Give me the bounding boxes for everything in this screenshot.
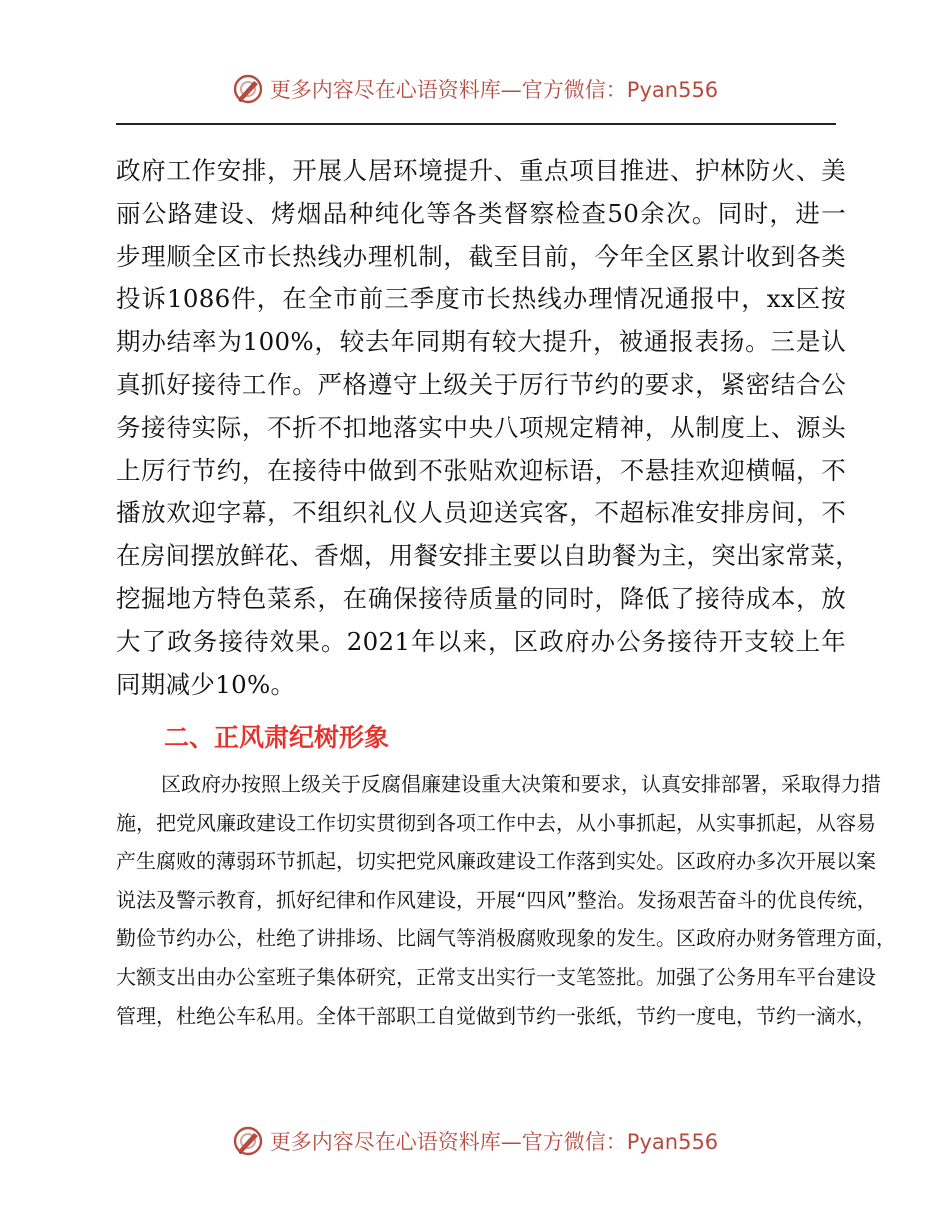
text-line: 上厉行节约，在接待中做到不张贴欢迎标语，不悬挂欢迎横幅，不	[116, 455, 846, 485]
text-line: 区政府办按照上级关于反腐倡廉建设重大决策和要求，认真安排部署，采取得力措	[161, 772, 881, 796]
text-line: 大额支出由办公室班子集体研究，正常支出实行一支笔签批。加强了公务用车平台建设	[116, 964, 876, 989]
footer-watermark	[0, 1125, 950, 1157]
text-line: 大了政务接待效果。2021年以来，区政府办公务接待开支较上年	[116, 626, 846, 656]
pen-logo-icon	[232, 1125, 264, 1157]
text-line: 说法及警示教育，抓好纪律和作风建设，开展“四风”整治。发扬艰苦奋斗的优良传统，	[116, 887, 877, 912]
text-line: 挖掘地方特色菜系，在确保接待质量的同时，降低了接待成本，放	[116, 583, 846, 613]
text-line: 勤俭节约办公，杜绝了讲排场、比阔气等消极腐败现象的发生。区政府办财务管理方面，	[116, 926, 896, 951]
text-line: 真抓好接待工作。严格遵守上级关于厉行节约的要求，紧密结合公	[116, 369, 846, 399]
text-line: 政府工作安排，开展人居环境提升、重点项目推进、护林防火、美	[116, 156, 846, 185]
text-line: 施，把党风廉政建设工作切实贯彻到各项工作中去，从小事抓起，从实事抓起，从容易	[116, 810, 876, 835]
body-paragraph-2	[116, 765, 896, 1035]
header-text: 更多内容尽在心语资料库—官方微信：Pyan556	[269, 78, 719, 102]
header-watermark	[0, 73, 950, 105]
text-line: 在房间摆放鲜花、香烟，用餐安排主要以自助餐为主，突出家常菜，	[116, 541, 860, 571]
text-line: 管理，杜绝公车私用。全体干部职工自觉做到节约一张纸，节约一度电，节约一滴水，	[116, 1003, 876, 1028]
text-line: 期办结率为100%，较去年同期有较大提升，被通报表扬。三是认	[116, 327, 846, 357]
body-paragraph-1	[116, 150, 860, 706]
text-line: 产生腐败的薄弱环节抓起，切实把党风廉政建设工作落到实处。区政府办多次开展以案	[116, 849, 876, 874]
footer-text: 更多内容尽在心语资料库—官方微信：Pyan556	[269, 1130, 719, 1154]
section-title: 二、正风肃纪树形象	[164, 723, 390, 752]
pen-logo-icon	[232, 73, 264, 105]
text-line: 步理顺全区市长热线办理机制，截至目前，今年全区累计收到各类	[116, 241, 846, 271]
text-line: 丽公路建设、烤烟品种纯化等各类督察检查50余次。同时，进一	[116, 198, 846, 228]
header-rule	[116, 123, 836, 125]
text-line: 投诉1086件，在全市前三季度市长热线办理情况通报中，xx区按	[116, 284, 846, 314]
text-line: 务接待实际，不折不扣地落实中央八项规定精神，从制度上、源头	[116, 412, 846, 442]
text-line: 播放欢迎字幕，不组织礼仪人员迎送宾客，不超标准安排房间，不	[116, 498, 846, 528]
text-line: 同期减少10%。	[116, 669, 296, 699]
